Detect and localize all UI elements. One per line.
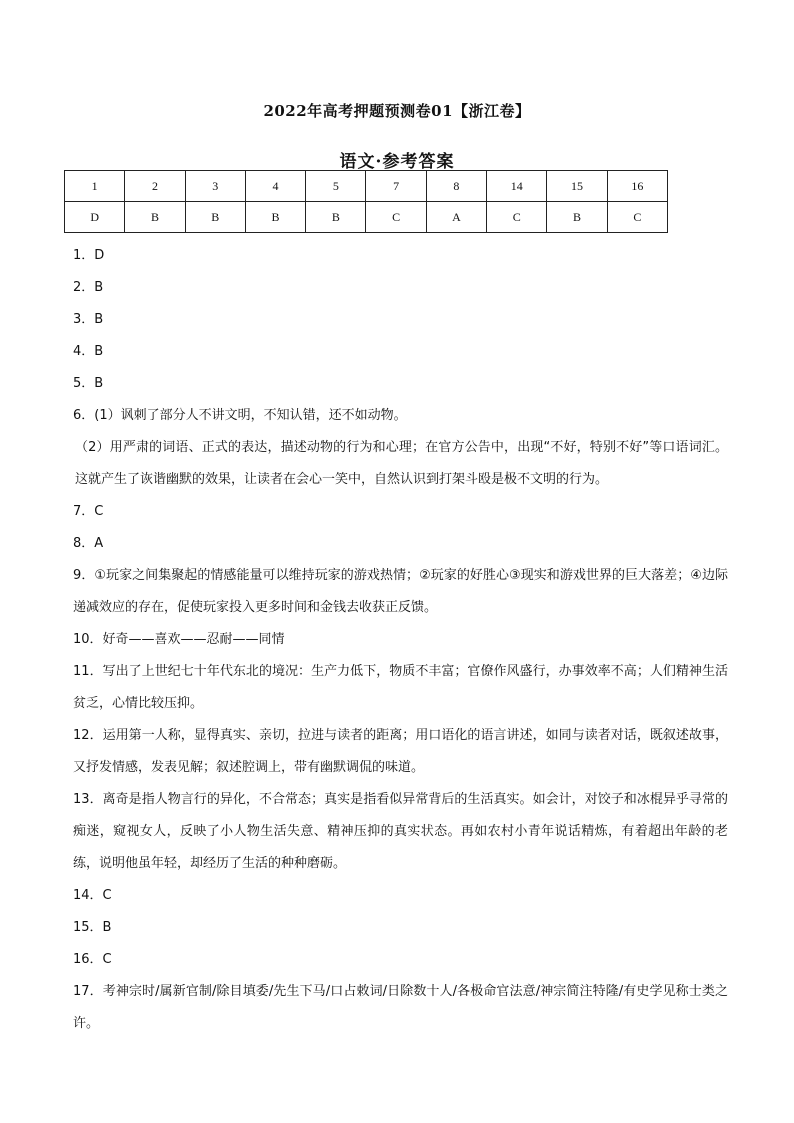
table-cell-answer: C xyxy=(487,202,547,233)
table-row-question-numbers xyxy=(65,171,668,202)
table-cell-answer: C xyxy=(607,202,667,233)
table-cell-answer: C xyxy=(366,202,426,233)
document-title: 2022年高考押题预测卷01【浙江卷】 xyxy=(263,102,531,120)
answer-item: 17．考神宗时/属新官制/除目填委/先生下马/口占敕词/日除数十人/各极命官法意/神宗简注特隆/有史学见称士类之许。 xyxy=(73,984,728,1031)
answer-item: 10．好奇——喜欢——忍耐——同情 xyxy=(73,632,285,647)
answer-item: （2）用严肃的词语、正式的表达，描述动物的行为和心理；在官方公告中，出现“不好，特别不好”等口语词汇。这就产生了诙谐幽默的效果，让读者在会心一笑中，自然认识到打架斗殴是极不文明的行为。 xyxy=(75,440,728,487)
answer-item: 15．B xyxy=(73,920,112,935)
table-cell-question-number: 15 xyxy=(547,171,607,202)
answer-item: 4．B xyxy=(73,344,104,359)
answer-item: 2．B xyxy=(73,280,104,295)
table-cell-question-number: 5 xyxy=(306,171,366,202)
table-cell-answer: B xyxy=(185,202,245,233)
table-cell-answer: D xyxy=(65,202,125,233)
document-subtitle: 语文·参考答案 xyxy=(339,152,455,172)
answer-item: 6．(1）讽刺了部分人不讲文明，不知认错，还不如动物。 xyxy=(73,408,407,423)
table-cell-question-number: 3 xyxy=(185,171,245,202)
answer-item: 11．写出了上世纪七十年代东北的境况：生产力低下，物质不丰富；官僚作风盛行，办事效率不高；人们精神生活贫乏，心情比较压抑。 xyxy=(73,664,728,711)
answer-item: 1．D xyxy=(73,248,105,263)
answer-item: 16．C xyxy=(73,952,112,967)
table-cell-answer: B xyxy=(245,202,305,233)
table-cell-answer: A xyxy=(426,202,486,233)
table-cell-answer: B xyxy=(547,202,607,233)
table-cell-question-number: 7 xyxy=(366,171,426,202)
answer-key-table xyxy=(64,170,668,233)
table-cell-question-number: 8 xyxy=(426,171,486,202)
answer-explanations xyxy=(73,240,728,1040)
table-cell-question-number: 2 xyxy=(125,171,185,202)
table-cell-answer: B xyxy=(306,202,366,233)
answer-item: 12．运用第一人称，显得真实、亲切，拉进与读者的距离；用口语化的语言讲述，如同与读者对话，既叙述故事，又抒发情感，发表见解；叙述腔调上，带有幽默调侃的味道。 xyxy=(73,728,728,775)
table-cell-question-number: 14 xyxy=(487,171,547,202)
answer-item: 8．A xyxy=(73,536,104,551)
answer-item: 9．①玩家之间集聚起的情感能量可以维持玩家的游戏热情；②玩家的好胜心③现实和游戏世界的巨大落差；④边际递减效应的存在，促使玩家投入更多时间和金钱去收获正反馈。 xyxy=(73,568,728,615)
answer-item: 5．B xyxy=(73,376,104,391)
table-row-answers xyxy=(65,202,668,233)
table-cell-question-number: 4 xyxy=(245,171,305,202)
answer-item: 13．离奇是指人物言行的异化，不合常态；真实是指看似异常背后的生活真实。如会计，对饺子和冰棍异乎寻常的痴迷，窥视女人，反映了小人物生活失意、精神压抑的真实状态。再如农村小青年说话精炼，有着超出年龄的老练，说明他虽年轻，却经历了生活的种种磨砺。 xyxy=(73,792,728,871)
answer-item: 3．B xyxy=(73,312,104,327)
table-cell-question-number: 16 xyxy=(607,171,667,202)
answer-item: 14．C xyxy=(73,888,112,903)
table-cell-question-number: 1 xyxy=(65,171,125,202)
table-cell-answer: B xyxy=(125,202,185,233)
answer-item: 7．C xyxy=(73,504,104,519)
